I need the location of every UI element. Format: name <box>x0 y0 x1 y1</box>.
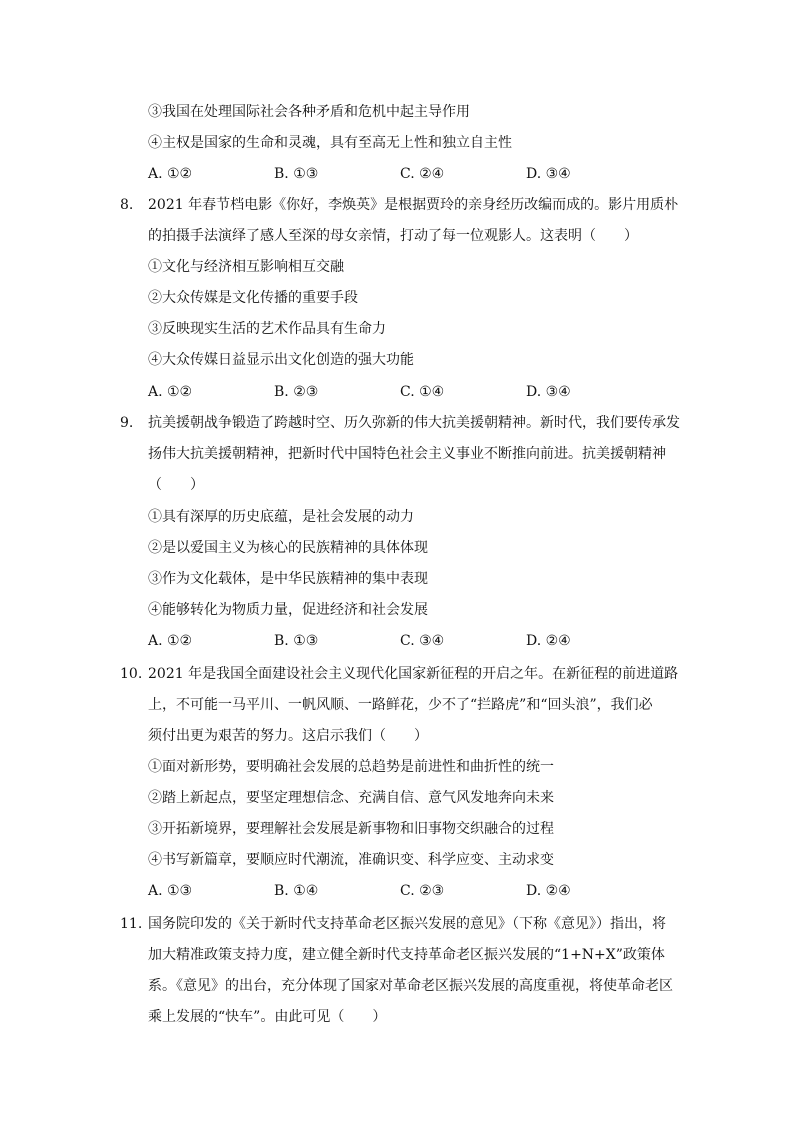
q8-option-c: C. ①④ <box>400 384 445 400</box>
q9-item-1: ①具有深厚的历史底蕴，是社会发展的动力 <box>148 509 414 525</box>
q8-stem-line-2: 的拍摄手法演绎了感人至深的母女亲情，打动了每一位观影人。这表明（ ） <box>148 228 638 244</box>
q8-item-2: ②大众传媒是文化传播的重要手段 <box>148 290 358 306</box>
q9-stem-line-1: 抗美援朝战争锻造了跨越时空、历久弥新的伟大抗美援朝精神。新时代，我们要传承发 <box>148 415 680 431</box>
q8-option-a: A. ①② <box>148 384 193 400</box>
q7-options <box>148 164 571 184</box>
q7-option-a: A. ①② <box>148 166 193 182</box>
q7-option-d: D. ③④ <box>526 166 571 182</box>
q11-stem-line-2: 加大精准政策支持力度，建立健全新时代支持革命老区振兴发展的“1+N+X”政策体 <box>148 947 665 963</box>
q10-stem-line-1: 2021 年是我国全面建设社会主义现代化国家新征程的开启之年。在新征程的前进道路 <box>148 666 679 682</box>
q10-options <box>148 881 571 901</box>
q8-options <box>148 382 571 402</box>
q10-option-c: C. ②③ <box>400 883 445 899</box>
q8-item-1: ①文化与经济相互影响相互交融 <box>148 259 344 275</box>
q10-option-b: B. ①④ <box>274 883 319 899</box>
q9-item-2: ②是以爱国主义为核心的民族精神的具体体现 <box>148 540 428 556</box>
q10-stem-line-2: 上，不可能一马平川、一帆风顺、一路鲜花，少不了“拦路虎”和“回头浪”，我们必 <box>148 697 653 713</box>
q7-item-3: ③我国在处理国际社会各种矛盾和危机中起主导作用 <box>148 104 470 120</box>
q9-stem-line-3: （ ） <box>148 477 204 493</box>
q8-number: 8. <box>120 197 134 213</box>
q10-item-4: ④书写新篇章，要顺应时代潮流，准确识变、科学应变、主动求变 <box>148 852 554 868</box>
q8-stem-line-1: 2021 年春节档电影《你好，李焕英》是根据贾玲的亲身经历改编而成的。影片用质朴 <box>148 197 679 213</box>
q8-option-d: D. ③④ <box>526 384 571 400</box>
q10-stem-line-3: 须付出更为艰苦的努力。这启示我们（ ） <box>148 728 428 744</box>
q10-item-1: ①面对新形势，要明确社会发展的总趋势是前进性和曲折性的统一 <box>148 759 554 775</box>
q9-option-b: B. ①③ <box>274 633 319 649</box>
q8-option-b: B. ②③ <box>274 384 319 400</box>
q9-option-c: C. ③④ <box>400 633 445 649</box>
q10-item-3: ③开拓新境界，要理解社会发展是新事物和旧事物交织融合的过程 <box>148 821 554 837</box>
q10-option-a: A. ①③ <box>148 883 193 899</box>
q9-options <box>148 631 571 651</box>
q11-stem-line-4: 乘上发展的“快车”。由此可见（ ） <box>148 1009 387 1025</box>
q11-number: 11. <box>120 916 143 932</box>
q9-option-a: A. ①② <box>148 633 193 649</box>
q7-option-b: B. ①③ <box>274 166 319 182</box>
q9-item-3: ③作为文化载体，是中华民族精神的集中表现 <box>148 571 428 587</box>
q9-number: 9. <box>120 415 134 431</box>
q8-item-4: ④大众传媒日益显示出文化创造的强大功能 <box>148 352 414 368</box>
q11-stem-line-3: 系。《意见》的出台，充分体现了国家对革命老区振兴发展的高度重视，将使革命老区 <box>148 978 673 994</box>
q10-number: 10. <box>120 666 143 682</box>
q11-stem-line-1: 国务院印发的《关于新时代支持革命老区振兴发展的意见》（下称《意见》）指出，将 <box>148 916 666 932</box>
q7-item-4: ④主权是国家的生命和灵魂，具有至高无上性和独立自主性 <box>148 135 512 151</box>
q10-option-d: D. ②④ <box>526 883 571 899</box>
q9-option-d: D. ②④ <box>526 633 571 649</box>
q9-stem-line-2: 扬伟大抗美援朝精神，把新时代中国特色社会主义事业不断推向前进。抗美援朝精神 <box>148 446 666 462</box>
q9-item-4: ④能够转化为物质力量，促进经济和社会发展 <box>148 602 428 618</box>
q8-item-3: ③反映现实生活的艺术作品具有生命力 <box>148 321 386 337</box>
q10-item-2: ②踏上新起点，要坚定理想信念、充满自信、意气风发地奔向未来 <box>148 790 554 806</box>
q7-option-c: C. ②④ <box>400 166 445 182</box>
